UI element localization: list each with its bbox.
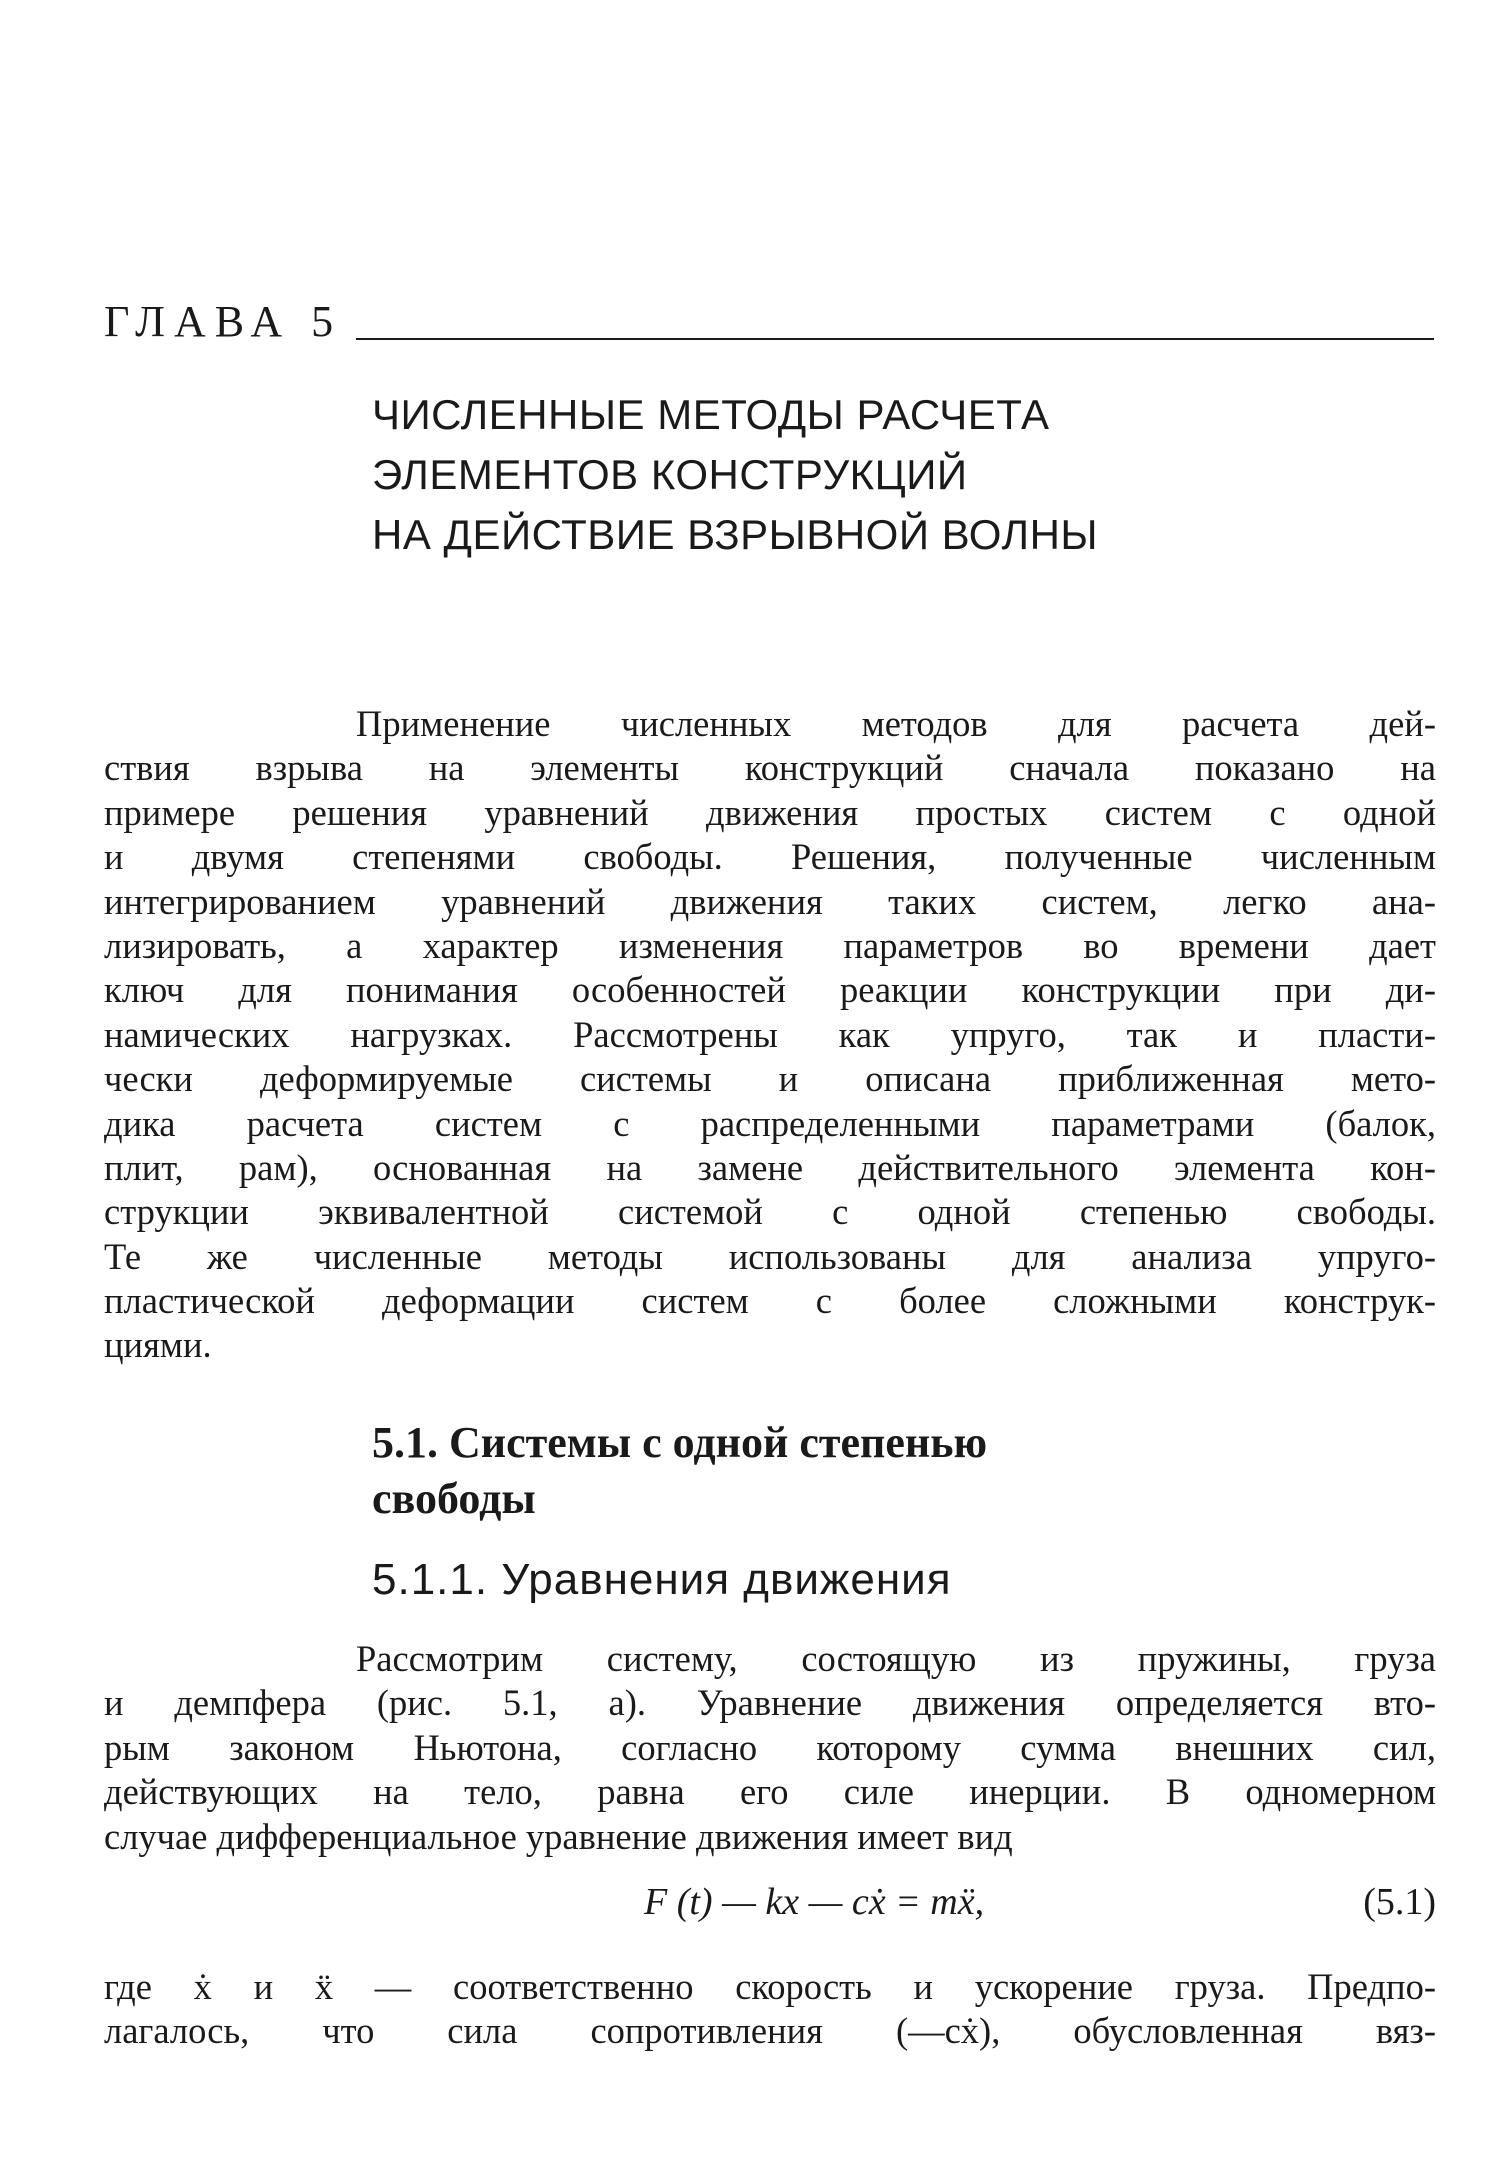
intro-paragraph (104, 702, 1436, 1368)
text-line: дика расчета систем с распределенными параметрами (балок, (104, 1102, 1436, 1144)
text-line: ключ для понимания особенностей реакции конструкции при ди- (104, 969, 1436, 1011)
chapter-label: ГЛАВА 5 (104, 297, 343, 346)
text-line: примере решения уравнений движения простых систем с одной (104, 791, 1436, 833)
text-line: Применение численных методов для расчета дей- (356, 703, 1436, 744)
chapter-title (372, 385, 1372, 565)
text-line: интегрированием уравнений движения таких систем, легко ана- (104, 880, 1436, 922)
section-title-line: свободы (372, 1474, 536, 1523)
chapter-title-line: ЭЛЕМЕНТОВ КОНСТРУКЦИЙ (372, 451, 968, 498)
text-line: плит, рам), основанная на замене действительного элемента кон- (104, 1146, 1436, 1188)
text-line: намических нагрузках. Рассмотрены как упруго, так и пласти- (104, 1013, 1436, 1055)
equation-formula: F (t) — kx — cẋ = mẍ, (644, 1881, 985, 1923)
text-line: рым законом Ньютона, согласно которому сумма внешних сил, (104, 1726, 1436, 1768)
text-line: действующих на тело, равна его силе инерции. В одномерном (104, 1771, 1436, 1813)
section-title (372, 1415, 1372, 1527)
text-line: и двумя степенями свободы. Решения, полученные численным (104, 836, 1436, 878)
text-line: случае дифференциальное уравнение движения имеет вид (104, 1815, 1013, 1857)
subsection-title: 5.1.1. Уравнения движения (372, 1555, 952, 1604)
text-line: пластической деформации систем с более сложными конструк- (104, 1280, 1436, 1322)
text-line: струкции эквивалентной системой с одной степенью свободы. (104, 1191, 1436, 1233)
chapter-title-line: НА ДЕЙСТВИЕ ВЗРЫВНОЙ ВОЛНЫ (372, 511, 1099, 558)
text-line: где ẋ и ẍ — соответственно скорость и ускорение груза. Предпо- (104, 1966, 1436, 2007)
chapter-header (104, 297, 1434, 346)
equation-number: (5.1) (1363, 1881, 1436, 1923)
chapter-rule (356, 338, 1434, 340)
text-line: циями. (104, 1324, 212, 1366)
text-line: Те же численные методы использованы для анализа упруго- (104, 1235, 1436, 1277)
equation-row (104, 1880, 1436, 1930)
section-title-line: 5.1. Системы с одной степенью (372, 1418, 988, 1467)
paragraph-definitions (104, 1965, 1436, 2054)
text-line: и демпфера (рис. 5.1, а). Уравнение движения определяется вто- (104, 1682, 1436, 1724)
text-line: лизировать, а характер изменения параметров во времени дает (104, 924, 1436, 966)
text-line: чески деформируемые системы и описана приближенная мето- (104, 1058, 1436, 1100)
text-line: Рассмотрим систему, состоящую из пружины, груза (356, 1638, 1436, 1679)
paragraph-equations-intro (104, 1637, 1436, 1859)
chapter-title-line: ЧИСЛЕННЫЕ МЕТОДЫ РАСЧЕТА (372, 391, 1050, 438)
text-line: ствия взрыва на элементы конструкций сначала показано на (104, 747, 1436, 789)
text-line: лагалось, что сила сопротивления (—cẋ), обусловленная вяз- (104, 2010, 1436, 2052)
